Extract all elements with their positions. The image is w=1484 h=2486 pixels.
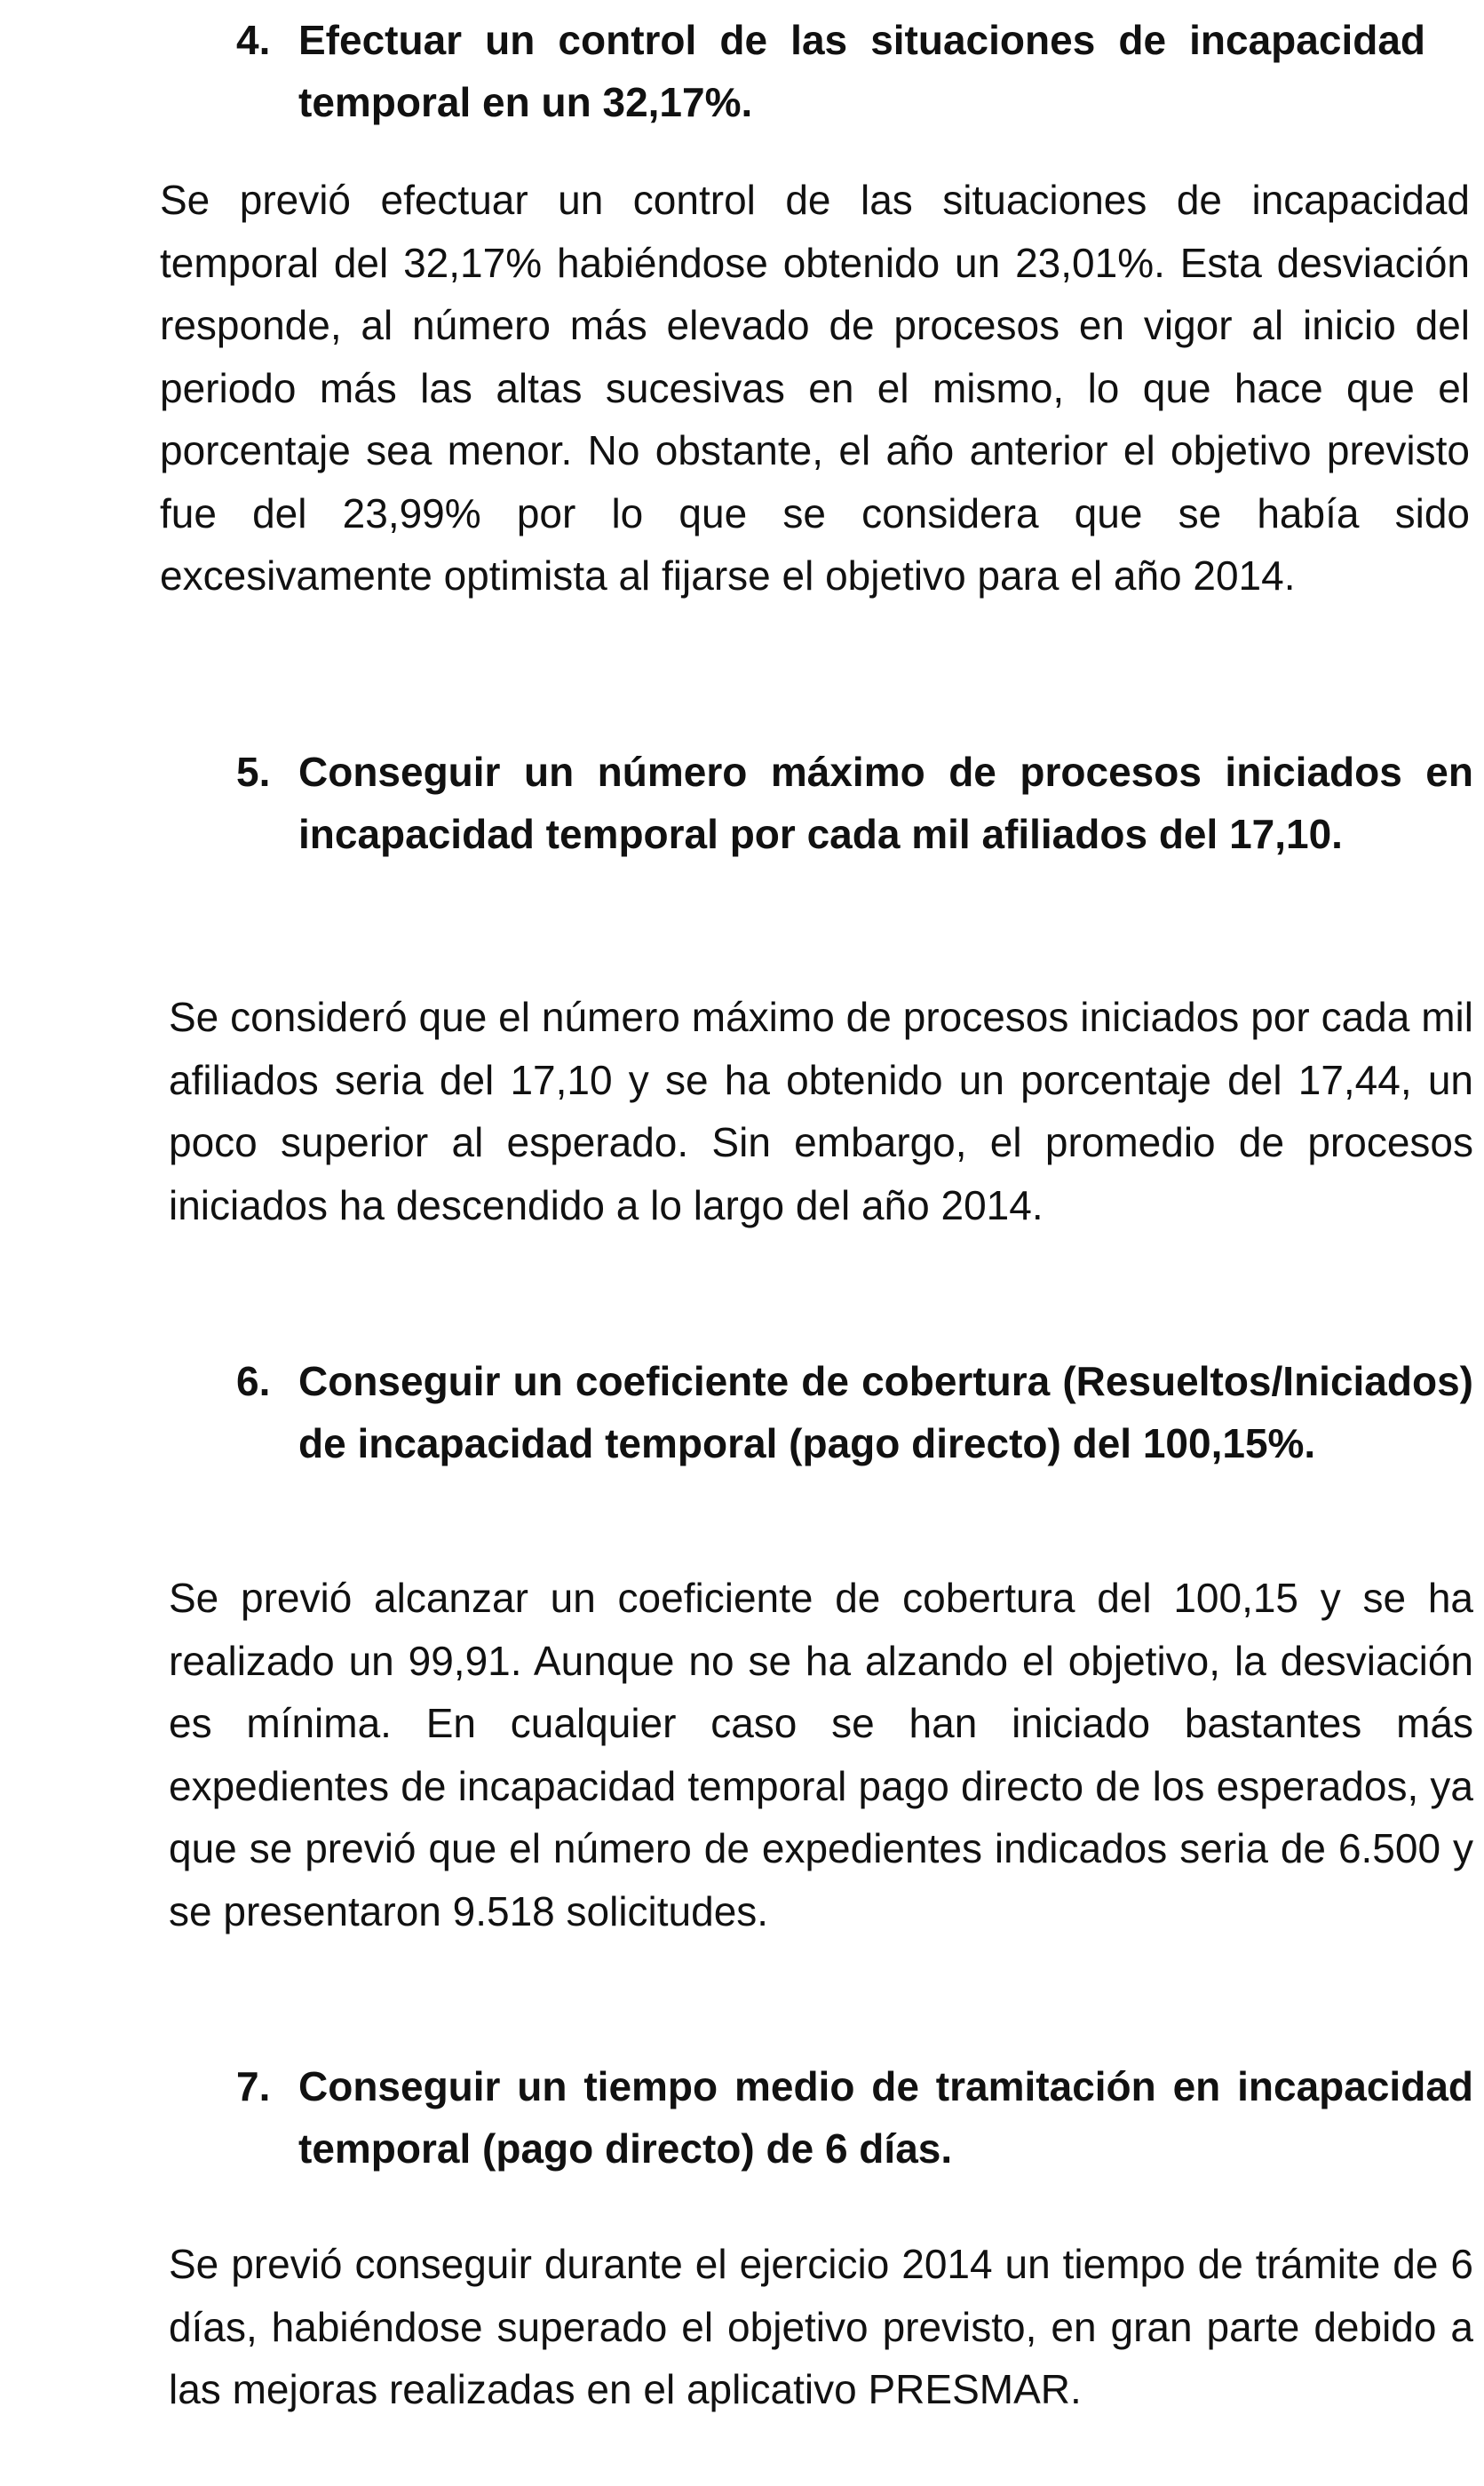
heading-text [0, 1350, 1484, 1474]
heading-number: 6. [236, 1358, 271, 1404]
heading-title: Conseguir un coeficiente de cobertura (Resueltos/Iniciados) de incapacidad temporal (pago directo) del 100,15%. [298, 1358, 1473, 1466]
heading-number: 5. [236, 749, 271, 795]
heading-number: 4. [236, 17, 271, 63]
objective-paragraph-7: Se previó conseguir durante el ejercicio 2014 un tiempo de trámite de 6 días, habiéndose superado el objetivo previsto, en gran parte debido a las mejoras realizadas en el aplicativo PRESMAR. [169, 2241, 1473, 2412]
objective-heading-4 [0, 9, 1484, 133]
heading-title: Conseguir un tiempo medio de tramitación en incapacidad temporal (pago directo) de 6 días. [298, 2063, 1473, 2172]
heading-text [0, 2055, 1484, 2180]
objective-paragraph-4: Se previó efectuar un control de las situaciones de incapacidad temporal del 32,17% habiéndose obtenido un 23,01%. Esta desviación responde, al número más elevado de procesos en vigor al inicio del periodo más las altas sucesivas en el mismo, lo que hace que el porcentaje sea menor. No obstante, el año anterior el objetivo previsto fue del 23,99% por lo que se considera que se había sido excesivamente optimista al fijarse el objetivo para el año 2014. [160, 177, 1470, 599]
objective-paragraph-5: Se consideró que el número máximo de procesos iniciados por cada mil afiliados seria del 17,10 y se ha obtenido un porcentaje del 17,44, un poco superior al esperado. Sin embargo, el promedio de procesos iniciados ha descendido a lo largo del año 2014. [169, 994, 1473, 1228]
heading-title: Conseguir un número máximo de procesos iniciados en incapacidad temporal por cada mil afiliados del 17,10. [298, 749, 1473, 857]
heading-text [0, 9, 1484, 133]
objective-heading-5 [0, 741, 1484, 865]
heading-text [0, 741, 1484, 865]
objective-heading-7 [0, 2055, 1484, 2180]
objective-heading-6 [0, 1350, 1484, 1474]
heading-title: Efectuar un control de las situaciones de incapacidad temporal en un 32,17%. [298, 17, 1425, 125]
heading-number: 7. [236, 2063, 271, 2109]
objective-paragraph-6: Se previó alcanzar un coeficiente de cobertura del 100,15 y se ha realizado un 99,91. Aunque no se ha alzando el objetivo, la desviación es mínima. En cualquier caso se han iniciado bastantes más expedientes de incapacidad temporal pago directo de los esperados, ya que se previó que el número de expedientes indicados seria de 6.500 y se presentaron 9.518 solicitudes. [169, 1575, 1473, 1934]
